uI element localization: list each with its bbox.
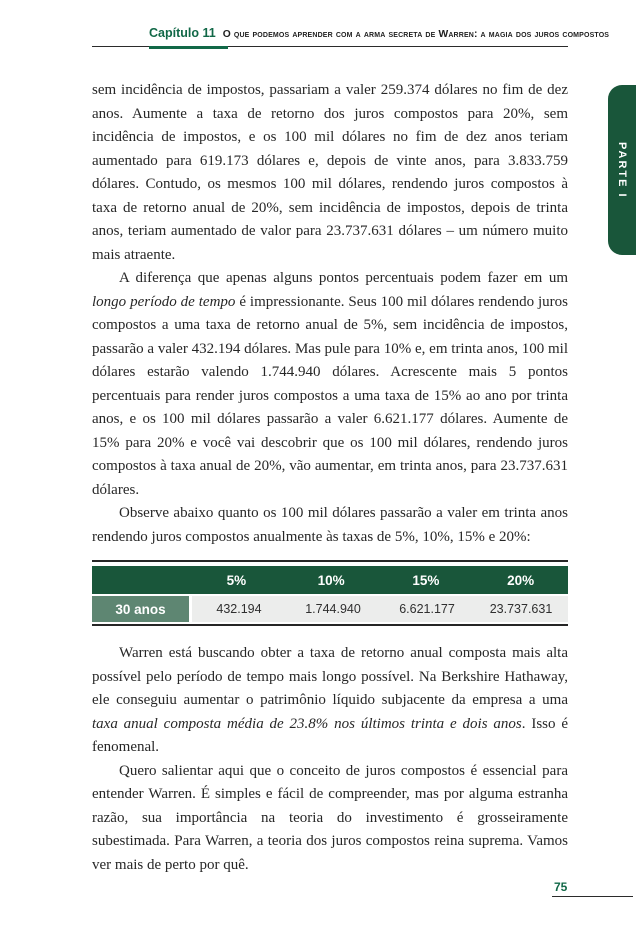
paragraph-1 xyxy=(92,79,568,267)
chapter-label: Capítulo 11 xyxy=(149,26,216,40)
text-segment: é impressionante. Seus 100 mil dólares rendendo juros compostos a uma taxa de retorno anual de 5%, sem incidência de impostos, passarão a valer 432.194 dólares. Mas pule para 10% e, em trinta anos, 100 mil dólares estarão valendo 1.744.940 dólares. Acrescente mais 5 pontos percentuais para render juros compostos a uma taxa de 15% ao ano por trinta anos, e os 100 mil dólares passarão a valer 6.621.177 dólares. Aumente de 15% para 20% e você vai descobrir que os 100 mil dólares, rendendo juros compostos à taxa anual de 20%, vão aumentar, em trinta anos, para 23.737.631 dólares. xyxy=(92,293,568,498)
table-header-cell-15pct: 15% xyxy=(412,572,440,588)
text-segment: A diferença que apenas alguns pontos percentuais podem fazer em um xyxy=(119,270,568,286)
table-cell-20pct: 23.737.631 xyxy=(489,602,553,616)
table-row-label: 30 anos xyxy=(92,596,189,622)
table-bottom-rule xyxy=(92,624,568,626)
table-cell-10pct: 1.744.940 xyxy=(305,602,361,616)
page-footer xyxy=(552,880,633,897)
page-header xyxy=(92,26,610,47)
page-number: 75 xyxy=(554,880,568,894)
table-row xyxy=(92,596,568,622)
compound-returns-table xyxy=(92,560,568,626)
table-header-row xyxy=(92,566,568,594)
text-segment: Observe abaixo quanto os 100 mil dólares passarão a valer em trinta anos rendendo juros compostos anualmente às taxas de 5%, 10%, 15% e 20%: xyxy=(92,505,568,545)
text-segment-italic: taxa anual composta média de 23.8% nos últimos trinta e dois anos xyxy=(92,715,522,732)
part-tab-label: PARTE I xyxy=(616,141,628,199)
table-cell-5pct: 432.194 xyxy=(216,602,262,616)
text-segment: . Isso é fenomenal. xyxy=(92,715,569,755)
text-segment: Warren está buscando obter a taxa de retorno anual composta mais alta possível pelo período de tempo mais longo possível. Na Berkshire Hathaway, ele conseguiu aumentar o patrimônio líquido subjacente da empresa a uma xyxy=(92,645,568,708)
paragraph-3 xyxy=(92,502,568,549)
chapter-title: O que podemos aprender com a arma secreta de Warren: a magia dos juros compostos xyxy=(222,29,610,40)
table-header-cell-20pct: 20% xyxy=(507,572,535,588)
table-cell-15pct: 6.621.177 xyxy=(399,602,455,616)
chapter-underline-accent xyxy=(149,46,228,49)
text-segment: Quero salientar aqui que o conceito de juros compostos é essencial para entender Warren. É simples e fácil de compreender, mas por alguma estranha razão, sua importância na teoria do investimento é grosseiramente subestimada. Para Warren, a teoria dos juros compostos reina suprema. Vamos ver mais de perto por quê. xyxy=(92,762,568,873)
text-segment-italic: longo período de tempo xyxy=(92,293,236,310)
table-header-cell-10pct: 10% xyxy=(317,572,345,588)
table-row-values xyxy=(192,596,568,622)
header-rule xyxy=(92,46,568,47)
text-segment: sem incidência de impostos, passariam a valer 259.374 dólares no fim de dez anos. Aumente a taxa de retorno dos juros compostos para 20%, sem incidência de impostos, e os 100 mil dólares no fim de dez anos teriam aumentado para 619.173 dólares e, depois de vinte anos, para 3.833.759 dólares. Contudo, os mesmos 100 mil dólares, rendendo juros compostos à taxa de retorno anual de 20%, sem incidência de impostos, depois de trinta anos, teriam aumentado de valor para 23.737.631 dólares – um número muito mais atraente. xyxy=(92,82,568,263)
part-tab xyxy=(608,85,636,255)
running-head xyxy=(92,26,610,42)
footer-rule xyxy=(552,896,633,897)
paragraph-2 xyxy=(92,267,568,502)
paragraph-4 xyxy=(92,642,568,760)
page-body xyxy=(92,79,568,877)
table-top-rule xyxy=(92,560,568,562)
paragraph-5 xyxy=(92,760,568,878)
table-header-cell-5pct: 5% xyxy=(226,572,247,588)
